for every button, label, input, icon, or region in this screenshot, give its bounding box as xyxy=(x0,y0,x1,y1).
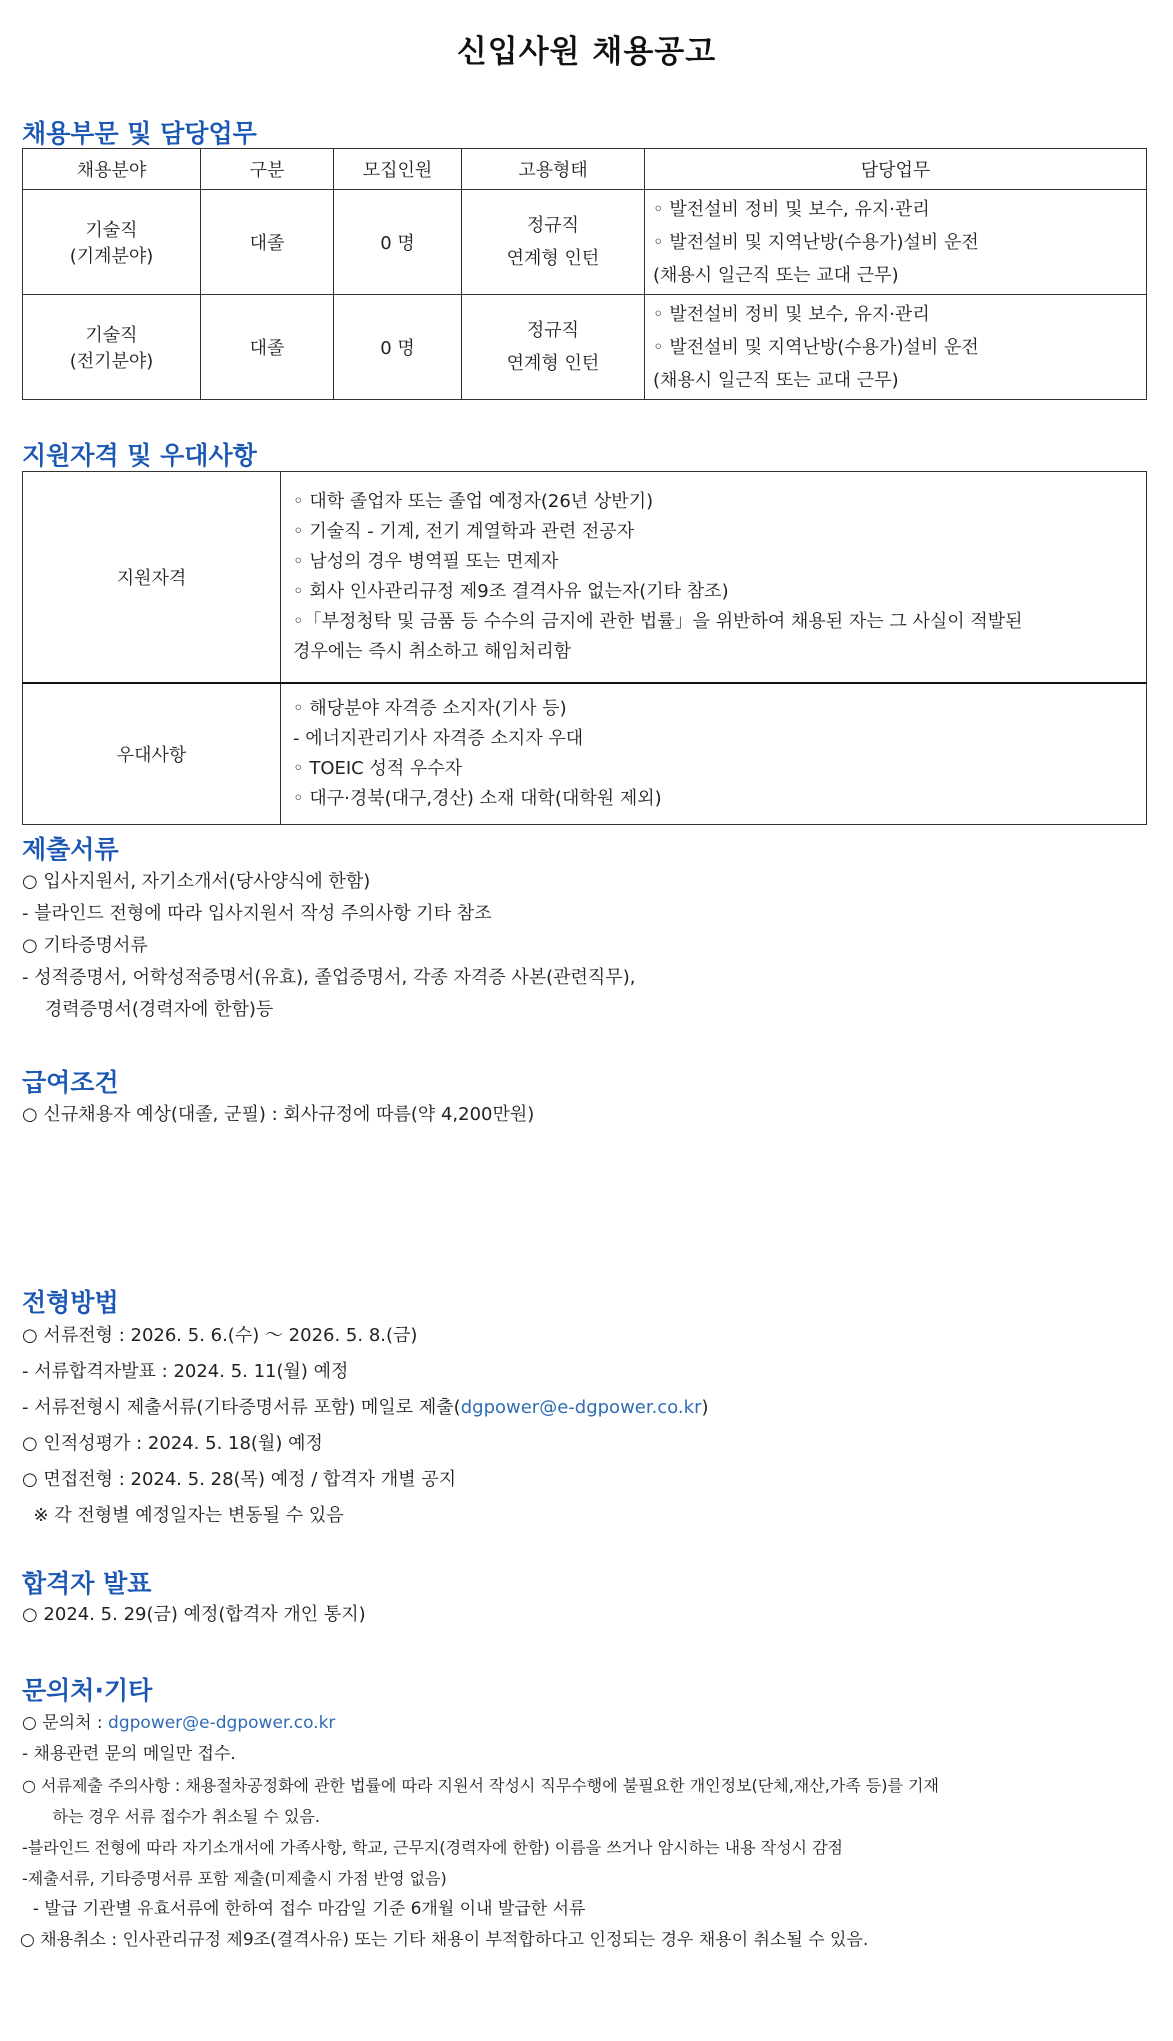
list-item: ※ 각 전형별 예정일자는 변동될 수 있음 xyxy=(22,1505,344,1526)
list-item: ○ 입사지원서, 자기소개서(당사양식에 한함) xyxy=(22,871,371,892)
list-item: ○ 채용취소 : 인사관리규정 제9조(결격사유) 또는 기타 채용이 부적합하다고 인정되는 경우 채용이 취소될 수 있음. xyxy=(20,1930,869,1950)
recruit-table xyxy=(22,148,1147,400)
list-item: ○ 기타증명서류 xyxy=(22,935,148,956)
documents-list xyxy=(22,866,635,1026)
count-cell: 0 명 xyxy=(334,190,462,295)
table-row xyxy=(23,472,1147,683)
col-header: 구분 xyxy=(201,149,334,190)
qualification-table xyxy=(22,471,1147,825)
list-item: - 성적증명서, 어학성적증명서(유효), 졸업증명서, 각종 자격증 사본(관련직무), xyxy=(22,967,636,988)
list-item: - 블라인드 전형에 따라 입사지원서 작성 주의사항 기타 참조 xyxy=(22,903,492,924)
field-cell: 기술직 (전기분야) xyxy=(23,295,201,400)
col-header: 고용형태 xyxy=(462,149,645,190)
list-item: ○ 문의처 : dgpower@e-dgpower.co.kr xyxy=(22,1713,336,1733)
pref-label: 우대사항 xyxy=(23,683,281,825)
list-item: 경력증명서(경력자에 한함)등 xyxy=(22,999,274,1020)
email-link[interactable]: dgpower@e-dgpower.co.kr xyxy=(108,1713,336,1733)
type-cell: 대졸 xyxy=(201,295,334,400)
list-item: 하는 경우 서류 접수가 취소될 수 있음. xyxy=(22,1807,320,1826)
table-row xyxy=(23,190,1147,295)
section-heading-recruit: 채용부문 및 담당업무 xyxy=(22,119,257,148)
salary-text: ○ 신규채용자 예상(대졸, 군필) : 회사규정에 따름(약 4,200만원) xyxy=(22,1104,535,1125)
list-item: ○ 서류전형 : 2026. 5. 6.(수) ～ 2026. 5. 8.(금) xyxy=(22,1325,418,1346)
table-header-row xyxy=(23,149,1147,190)
pref-content: ◦ 해당분야 자격증 소지자(기사 등) - 에너지관리기사 자격증 소지자 우대 ◦ TOEIC 성적 우수자 ◦ 대구·경북(대구,경산) 소재 대학(대학원 제외) xyxy=(281,683,1147,825)
list-item: ○ 인적성평가 : 2024. 5. 18(월) 예정 xyxy=(22,1433,323,1454)
page-title: 신입사원 채용공고 xyxy=(456,34,717,70)
table-row xyxy=(23,683,1147,825)
list-item: - 채용관련 문의 메일만 접수. xyxy=(22,1744,236,1764)
list-item: ○ 서류제출 주의사항 : 채용절차공정화에 관한 법률에 따라 지원서 작성시 직무수행에 불필요한 개인정보(단체,재산,가족 등)를 기재 xyxy=(22,1776,939,1795)
list-item: - 발급 기관별 유효서류에 한하여 접수 마감일 기준 6개월 이내 발급한 서류 xyxy=(22,1899,586,1919)
col-header: 담당업무 xyxy=(645,149,1147,190)
list-item: - 서류전형시 제출서류(기타증명서류 포함) 메일로 제출(dgpower@e-dgpower.co.kr) xyxy=(22,1397,709,1418)
email-link[interactable]: dgpower@e-dgpower.co.kr xyxy=(460,1397,702,1418)
section-heading-documents: 제출서류 xyxy=(22,835,119,864)
qual-content: ◦ 대학 졸업자 또는 졸업 예정자(26년 상반기) ◦ 기술직 - 기계, 전기 계열학과 관련 전공자 ◦ 남성의 경우 병역필 또는 면제자 ◦ 회사 인사관리규정 제9조 결격사유 없는자(기타 참조) ◦「부정청탁 및 금품 등 수수의 금지에 관한 법률」을 위반하여 채용된 자는 그 사실이 적발된 경우에는 즉시 취소하고 해임처리함 xyxy=(281,472,1147,683)
qual-label: 지원자격 xyxy=(23,472,281,683)
section-heading-qualification: 지원자격 및 우대사항 xyxy=(22,441,257,470)
col-header: 모집인원 xyxy=(334,149,462,190)
employment-cell: 정규직 연계형 인턴 xyxy=(462,295,645,400)
duty-cell: ◦ 발전설비 정비 및 보수, 유지·관리 ◦ 발전설비 및 지역난방(수용가)설비 운전 (채용시 일근직 또는 교대 근무) xyxy=(645,190,1147,295)
contact-list xyxy=(22,1708,939,1956)
list-item: -블라인드 전형에 따라 자기소개서에 가족사항, 학교, 근무지(경력자에 한함) 이름을 쓰거나 암시하는 내용 작성시 감점 xyxy=(22,1838,843,1857)
type-cell: 대졸 xyxy=(201,190,334,295)
col-header: 채용분야 xyxy=(23,149,201,190)
employment-cell: 정규직 연계형 인턴 xyxy=(462,190,645,295)
list-item: - 서류합격자발표 : 2024. 5. 11(월) 예정 xyxy=(22,1361,349,1382)
section-heading-result: 합격자 발표 xyxy=(22,1569,152,1598)
count-cell: 0 명 xyxy=(334,295,462,400)
list-item: ○ 면접전형 : 2024. 5. 28(목) 예정 / 합격자 개별 공지 xyxy=(22,1469,457,1490)
process-list xyxy=(22,1318,709,1534)
section-heading-process: 전형방법 xyxy=(22,1288,119,1317)
result-text: ○ 2024. 5. 29(금) 예정(합격자 개인 통지) xyxy=(22,1604,366,1625)
section-heading-contact: 문의처·기타 xyxy=(22,1676,153,1705)
list-item: -제출서류, 기타증명서류 포함 제출(미제출시 가점 반영 없음) xyxy=(22,1869,447,1888)
duty-cell: ◦ 발전설비 정비 및 보수, 유지·관리 ◦ 발전설비 및 지역난방(수용가)설비 운전 (채용시 일근직 또는 교대 근무) xyxy=(645,295,1147,400)
field-cell: 기술직 (기계분야) xyxy=(23,190,201,295)
table-row xyxy=(23,295,1147,400)
section-heading-salary: 급여조건 xyxy=(22,1068,119,1097)
